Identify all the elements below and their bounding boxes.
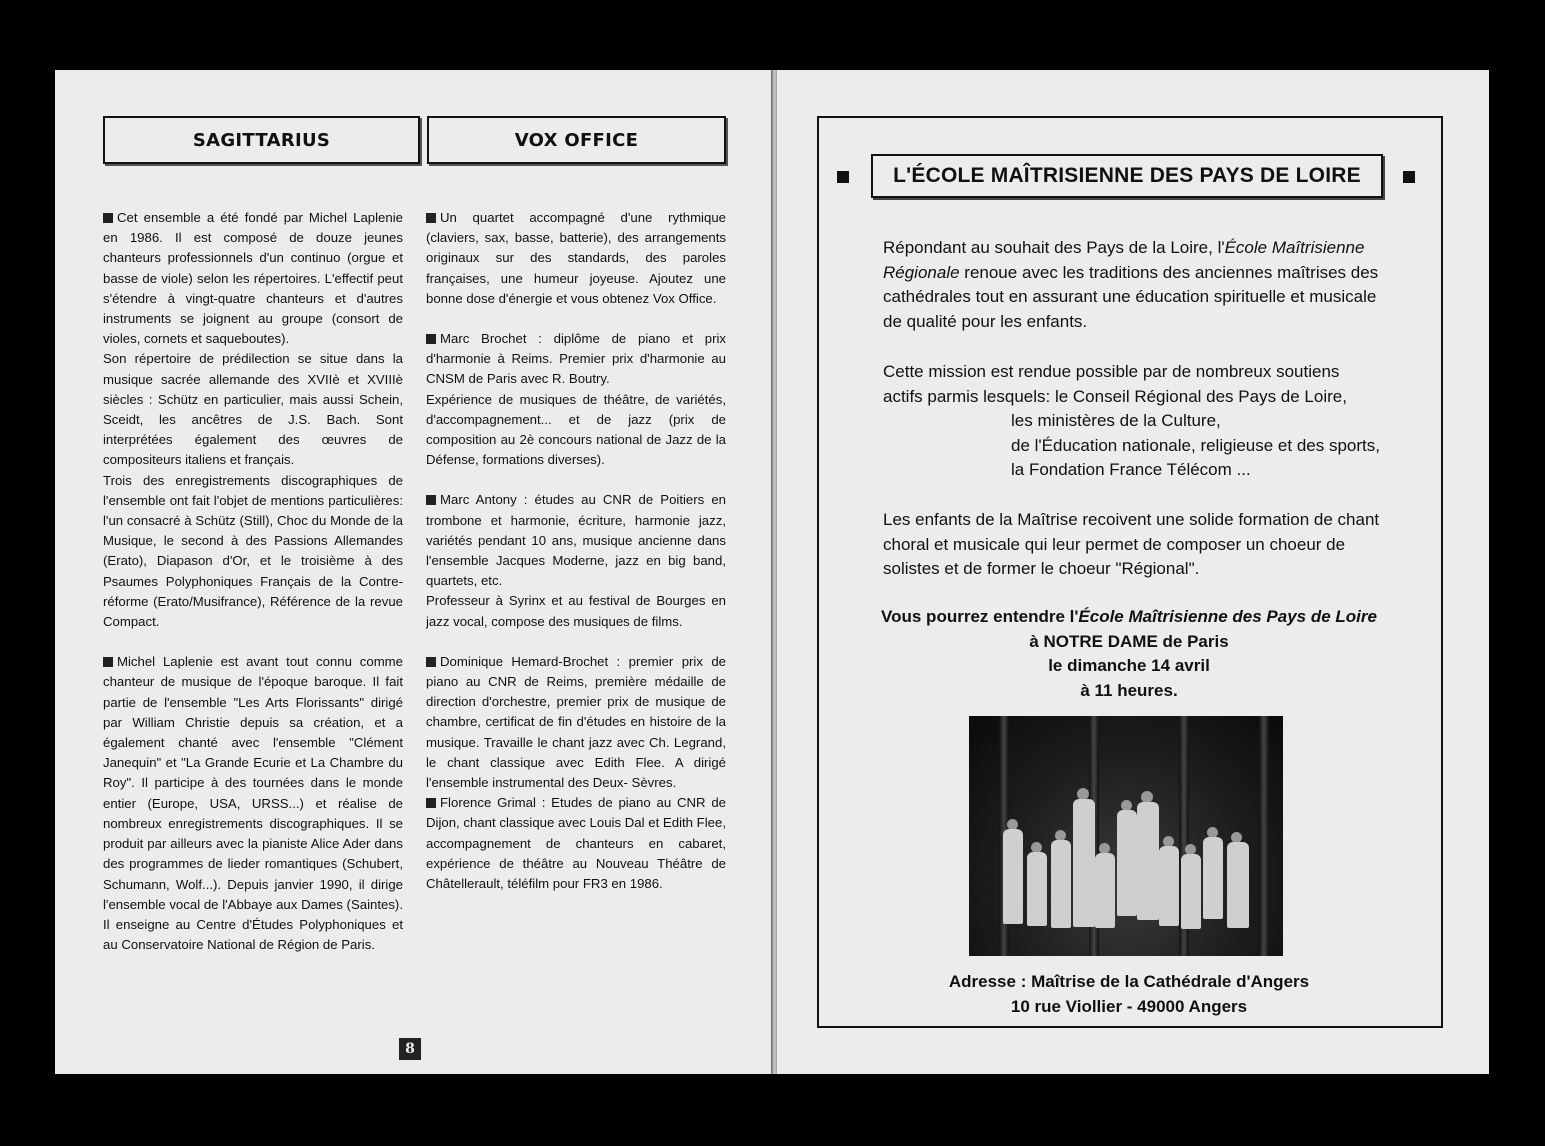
square-bullet-icon [837, 171, 849, 183]
training-paragraph: Les enfants de la Maîtrise recoivent une solide formation de chant choral et musicale qui leur permet de composer un choeur de solistes et de former le choeur "Régional". [883, 510, 1380, 578]
paragraph: Cet ensemble a été fondé par Michel Laplenie en 1986. Il est composé de douze jeunes chanteurs professionnels d'un continuo (orgue et basse de viole) selon les répertoires. L'effectif peut s'étendre à vingt-quatre chanteurs et d'autres instruments se joignent au groupe (consort de violes, cornets et saqueboutes). [103, 210, 403, 347]
column-vox-office [426, 208, 726, 894]
paragraph: Michel Laplenie est avant tout connu comme chanteur de musique de l'époque baroque. Il fait partie de l'ensemble "Les Arts Florissants" dirigé par William Christie depuis sa création, et a également chanté avec l'ensemble "Clément Janequin" et "La Grande Ecurie et La Chambre du Roy". Il participe à des tournées dans le monde entier (Europe, USA, URSS...) et réalise de nombreux enregistrements discographiques. Il se produit par ailleurs avec la pianiste Alice Ader dans des programmes de lieder romantiques (Schubert, Schumann, Wolf...). Depuis janvier 1990, il dirige l'ensemble vocal de l'Abbaye aux Dames (Saintes). Il enseigne au Centre d'Études Polyphoniques et au Conservatoire National de Région de Paris. [103, 654, 403, 953]
square-bullet-icon [426, 334, 436, 344]
square-bullet-icon [426, 495, 436, 505]
content-frame [817, 116, 1443, 1028]
right-page [777, 70, 1489, 1074]
address-block: Adresse : Maîtrise de la Cathédrale d'Angers 10 rue Viollier - 49000 Angers [948, 972, 1310, 1016]
paragraph: Marc Antony : études au CNR de Poitiers en trombone et harmonie, écriture, harmonie jazz, variétés pendant 10 ans, musique ancienne dans l'ensemble Jacques Moderne, jazz en big band, quartets, etc. [426, 492, 726, 589]
left-page [55, 70, 772, 1074]
square-bullet-icon [426, 798, 436, 808]
paragraph: Un quartet accompagné d'une rythmique (claviers, sax, basse, batterie), des arrangements originaux sur des standards, des paroles françaises, une humeur joyeuse. Ajoutez une bonne dose d'énergie et vous obtenez Vox Office. [426, 210, 726, 306]
paragraph: Marc Brochet : diplôme de piano et prix d'harmonie à Reims. Premier prix d'harmonie au CNSM de Paris avec R. Boutry. [426, 331, 726, 387]
intro-paragraph: Répondant au souhait des Pays de la Loire, l'École Maîtrisienne Régionale renoue avec les traditions des anciennes maîtrises des cathédrales tout en assurant une éducation spirituelle et musicale de qualité pour les enfants. [883, 238, 1379, 331]
page-number: 8 [399, 1038, 421, 1060]
paragraph: Trois des enregistrements discographiques de l'ensemble ont fait l'objet de mentions particulières: l'un consacré à Schütz (Still), Choc du Monde de la Musique, le second à des Passions Allemandes (Erato), Diapason d'Or, et le troisième à des Psaumes Polyphoniques Français de la Contre-réforme (Erato/Musifrance), Référence de la revue Compact. [103, 472, 403, 630]
choir-photo [969, 716, 1283, 956]
heading-vox-office: VOX OFFICE [427, 116, 726, 164]
paragraph: Professeur à Syrinx et au festival de Bourges en jazz vocal, compose des musiques de films. [426, 593, 726, 629]
paragraph: Florence Grimal : Etudes de piano au CNR de Dijon, chant classique avec Louis Dal et Edith Flee, accompagnement de chanteurs en cabaret, expérience de théâtre au Nouveau Théâtre de Châtellerault, téléfilm pour FR3 en 1986. [426, 795, 726, 892]
square-bullet-icon [426, 657, 436, 667]
square-bullet-icon [426, 213, 436, 223]
concert-announcement: Vous pourrez entendre l'École Maîtrisienne des Pays de Loire à NOTRE DAME de Paris le dimanche 14 avril à 11 heures. [881, 607, 1377, 700]
heading-sagittarius: SAGITTARIUS [103, 116, 420, 164]
support-paragraph: Cette mission est rendue possible par de nombreux soutiens actifs parmis lesquels: le Conseil Régional des Pays de Loire, les ministères de la Culture, de l'Éducation nationale, religieuse et des sports, la Fondation France Télécom ... [883, 362, 1380, 479]
square-bullet-icon [103, 213, 113, 223]
paragraph: Dominique Hemard-Brochet : premier prix de piano au CNR de Reims, première médaille de direction d'orchestre, premier prix de musique de chambre, certificat de fin d'études en histoire de la musique. Travaille le chant jazz avec Ch. Legrand, le chant classique avec Edith Flee. A dirigé l'ensemble instrumental des Deux- Sèvres. [426, 653, 726, 791]
square-bullet-icon [1403, 171, 1415, 183]
square-bullet-icon [103, 657, 113, 667]
column-sagittarius [103, 208, 403, 955]
paragraph: Son répertoire de prédilection se situe dans la musique sacrée allemande des XVIIè et XVIIIè siècles : Schütz en particulier, mais aussi Schein, Sceidt, les ancêtres de J.S. Bach. Sont interprétées également des œuvres de compositeurs italiens et français. [103, 351, 403, 468]
page-title: L'ÉCOLE MAÎTRISIENNE DES PAYS DE LOIRE [871, 154, 1383, 198]
paragraph: Expérience de musiques de théâtre, de variétés, d'accompagnement... et de jazz (prix de composition au 2è concours national de Jazz de la Défense, formations diverses). [426, 391, 726, 468]
